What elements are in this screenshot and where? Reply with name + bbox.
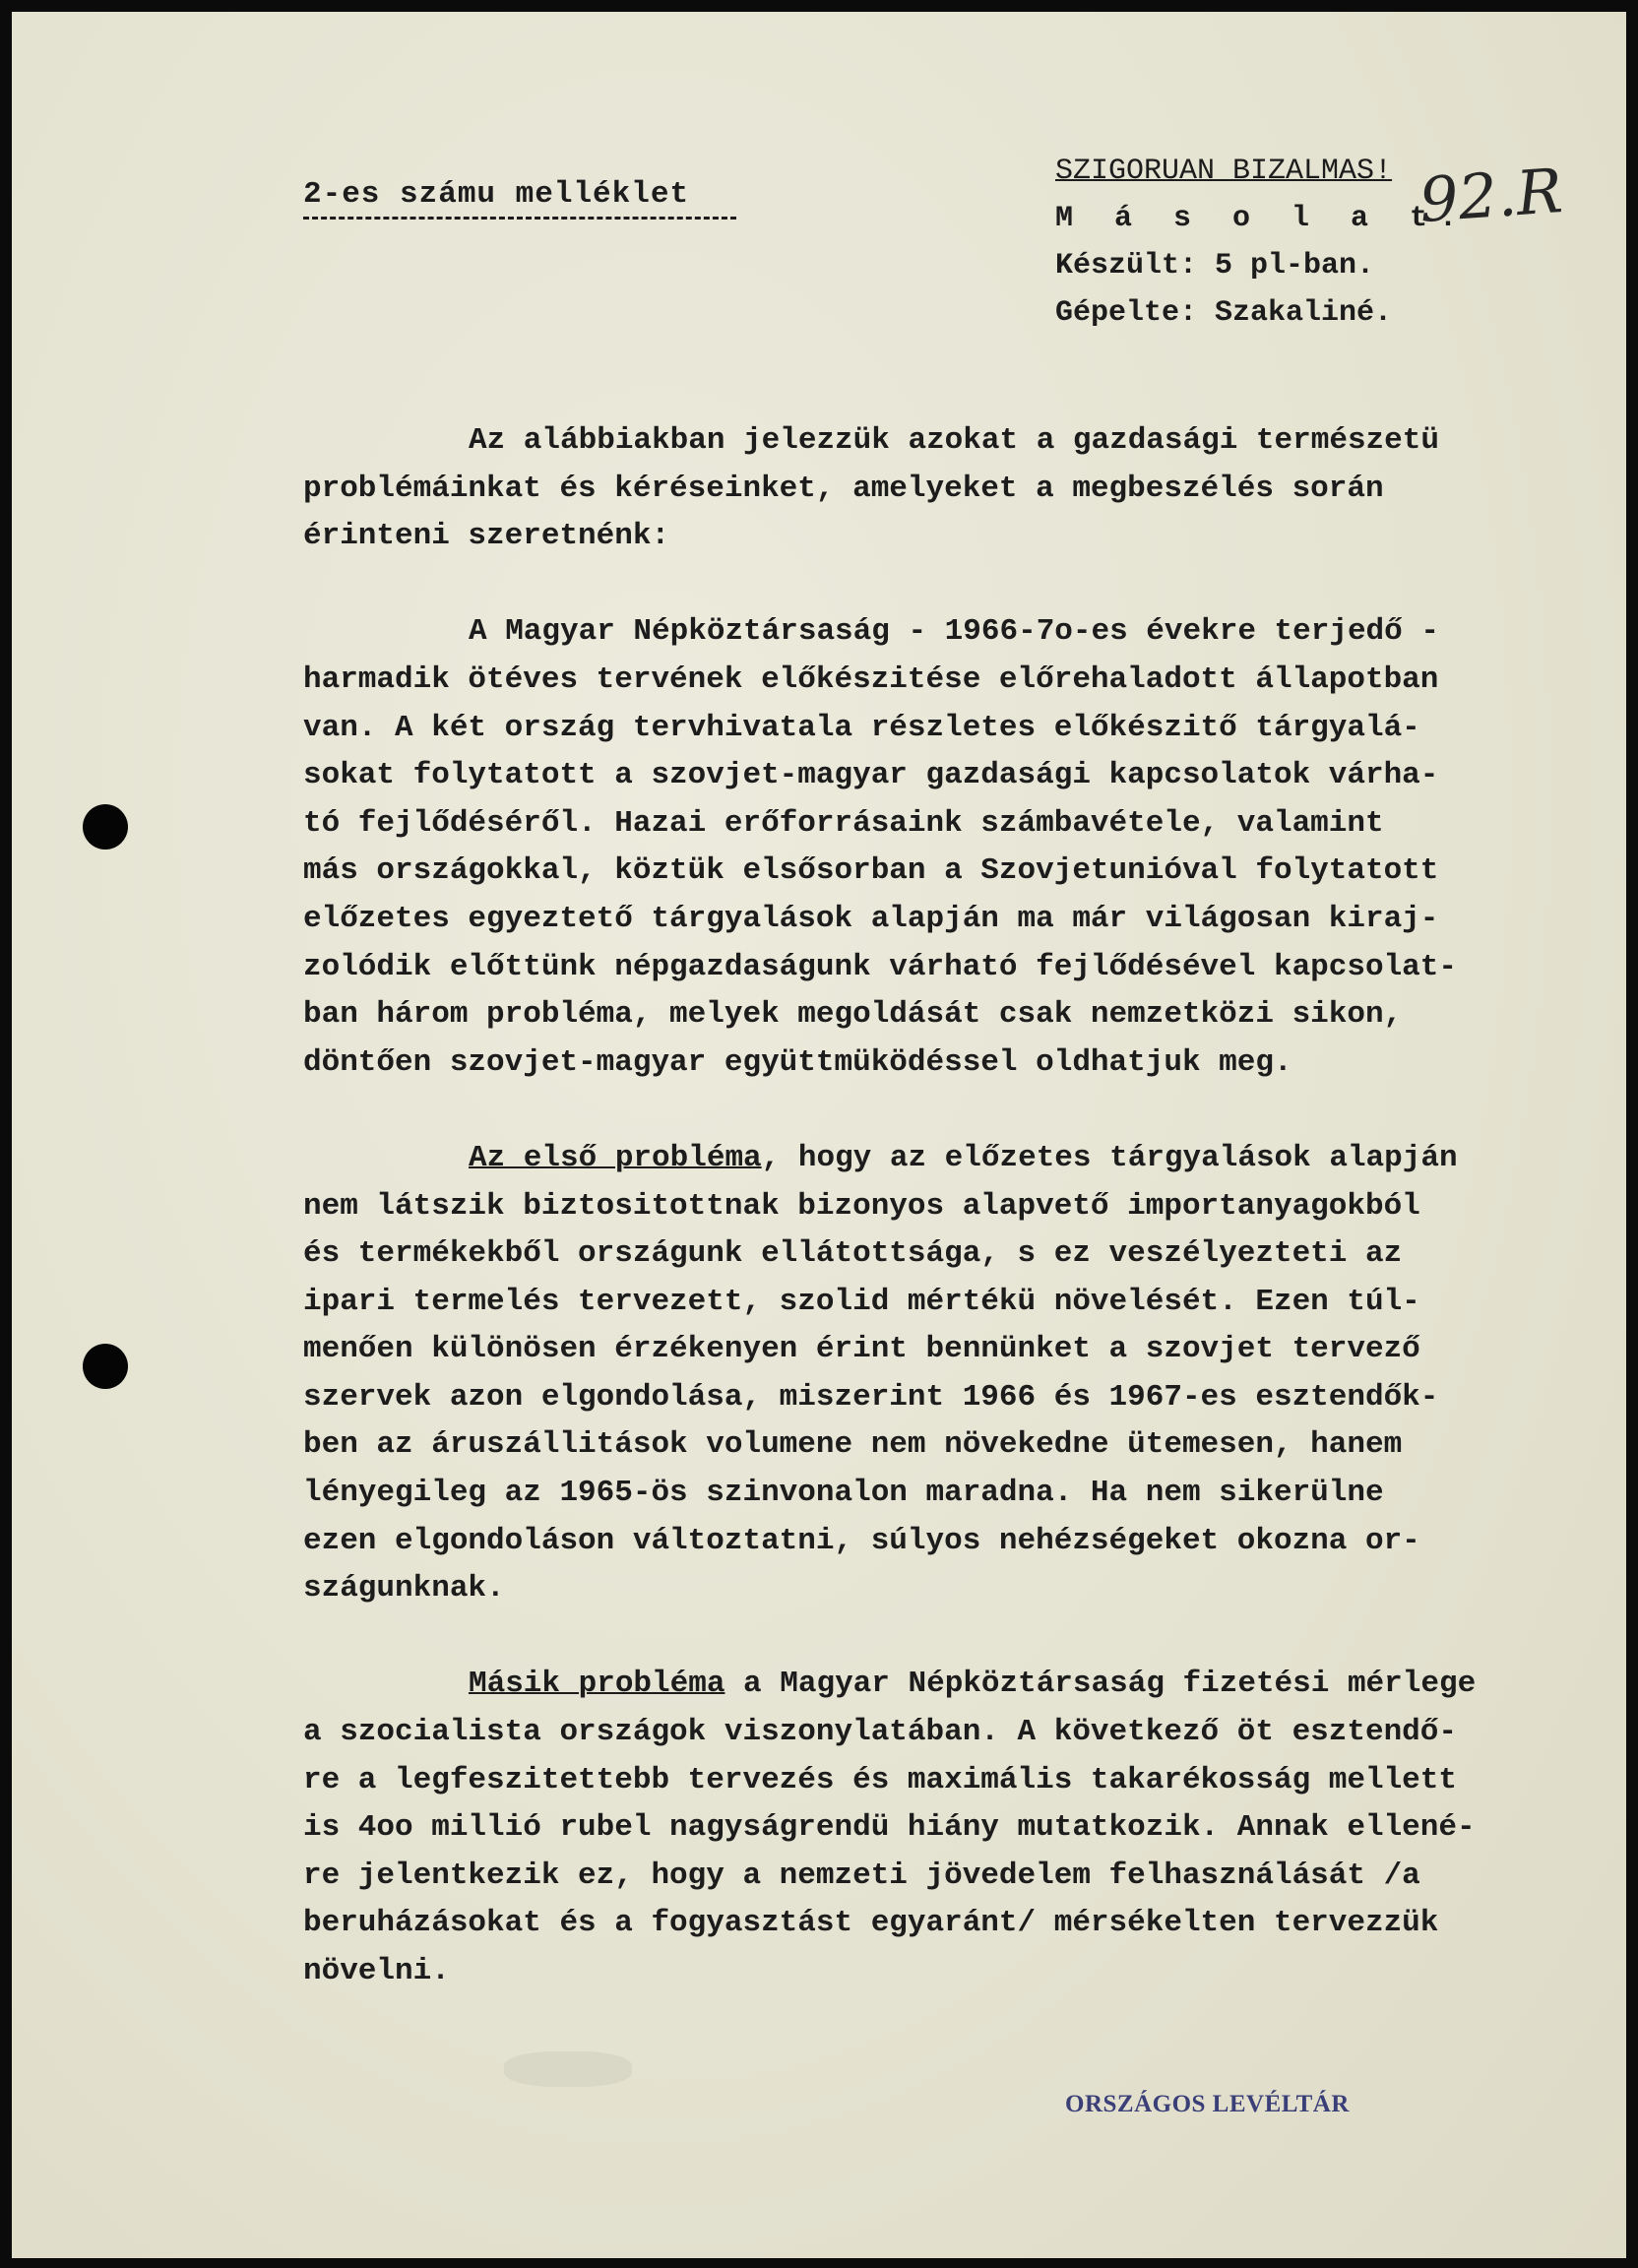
text-line: a szocialista országok viszonylatában. A következő öt esztendő- bbox=[303, 1715, 1457, 1750]
text-line bbox=[303, 1135, 1565, 1183]
annex-label: 2-es számu melléklet bbox=[303, 177, 690, 212]
ink-smudge bbox=[504, 2051, 632, 2087]
text-line: döntően szovjet-magyar együttmüködéssel oldhatjuk meg. bbox=[303, 1044, 1292, 1080]
classification-label: SZIGORUAN BIZALMAS! bbox=[1055, 155, 1393, 188]
text-line: növelni. bbox=[303, 1954, 450, 1988]
text-line: re a legfeszitettebb tervezés és maximális takarékosság mellett bbox=[303, 1762, 1457, 1797]
document-page bbox=[12, 12, 1626, 2258]
first-problem-heading: Az első probléma bbox=[469, 1140, 762, 1175]
text-fragment: a Magyar Népköztársaság fizetési mérlege bbox=[724, 1667, 1477, 1702]
annex-underline bbox=[303, 217, 736, 220]
text-line: harmadik ötéves tervének előkészitése előrehaladott állapotban bbox=[303, 662, 1439, 697]
text-line: beruházásokat és a fogyasztást egyaránt/ mérsékelten tervezzük bbox=[303, 1906, 1439, 1941]
punch-hole bbox=[83, 804, 128, 850]
text-line: más országokkal, köztük elsősorban a Szovjetunióval folytatott bbox=[303, 853, 1439, 889]
text-fragment: , hogy az előzetes tárgyalások alapján bbox=[761, 1140, 1458, 1175]
paragraph-intro bbox=[303, 417, 1565, 561]
text-line: érinteni szeretnénk: bbox=[303, 519, 670, 554]
copies-count: Készült: 5 pl-ban. bbox=[1055, 249, 1375, 283]
typist-name: Gépelte: Szakaliné. bbox=[1055, 296, 1393, 330]
copy-label: M á s o l a t. bbox=[1055, 202, 1470, 235]
paragraph-second-problem bbox=[303, 1661, 1565, 1995]
text-line: szágunknak. bbox=[303, 1571, 505, 1606]
text-line: is 4oo millió rubel nagyságrendü hiány mutatkozik. Annak ellené- bbox=[303, 1810, 1476, 1846]
text-line: zolódik előttünk népgazdaságunk várható fejlődésével kapcsolat- bbox=[303, 949, 1457, 984]
text-line: Az alábbiakban jelezzük azokat a gazdasági természetü bbox=[469, 423, 1439, 458]
text-line: ben az áruszállitások volumene nem növekedne ütemesen, hanem bbox=[303, 1427, 1403, 1463]
text-line: re jelentkezik ez, hogy a nemzeti jövedelem felhasználását /a bbox=[303, 1858, 1420, 1893]
body-text bbox=[303, 417, 1565, 1996]
text-line: ezen elgondoláson változtatni, súlyos nehézségeket okozna or- bbox=[303, 1523, 1420, 1558]
document-header bbox=[1055, 148, 1469, 337]
text-line bbox=[303, 1661, 1565, 1709]
handwritten-page-number: 92.R bbox=[1417, 155, 1565, 236]
text-line: lényegileg az 1965-ös szinvonalon maradna. Ha nem sikerülne bbox=[303, 1476, 1384, 1511]
paragraph-context bbox=[303, 608, 1565, 1087]
text-line: és termékekből országunk ellátottsága, s ez veszélyezteti az bbox=[303, 1236, 1403, 1272]
text-line: problémáinkat és kéréseinket, amelyeket a megbeszélés során bbox=[303, 471, 1384, 506]
text-line: ipari termelés tervezett, szolid mértékü növelését. Ezen túl- bbox=[303, 1284, 1420, 1319]
text-line: előzetes egyeztető tárgyalások alapján ma már világosan kiraj- bbox=[303, 901, 1439, 936]
text-line: ban három probléma, melyek megoldását csak nemzetközi sikon, bbox=[303, 997, 1403, 1033]
text-line: sokat folytatott a szovjet-magyar gazdasági kapcsolatok várha- bbox=[303, 758, 1439, 793]
archive-stamp: ORSZÁGOS LEVÉLTÁR bbox=[1065, 2091, 1350, 2117]
punch-hole bbox=[83, 1344, 128, 1389]
text-line: A Magyar Népköztársaság - 1966-7o-es évekre terjedő - bbox=[469, 614, 1439, 650]
text-line: nem látszik biztositottnak bizonyos alapvető importanyagokból bbox=[303, 1188, 1420, 1224]
text-line: tó fejlődéséről. Hazai erőforrásaink számbavétele, valamint bbox=[303, 805, 1384, 841]
text-line: szervek azon elgondolása, miszerint 1966 és 1967-es esztendők- bbox=[303, 1379, 1439, 1415]
paragraph-first-problem bbox=[303, 1135, 1565, 1613]
second-problem-heading: Másik probléma bbox=[469, 1667, 725, 1702]
text-line: menően különösen érzékenyen érint bennünket a szovjet tervező bbox=[303, 1332, 1420, 1367]
text-line: van. A két ország tervhivatala részletes előkészitő tárgyalá- bbox=[303, 710, 1420, 745]
